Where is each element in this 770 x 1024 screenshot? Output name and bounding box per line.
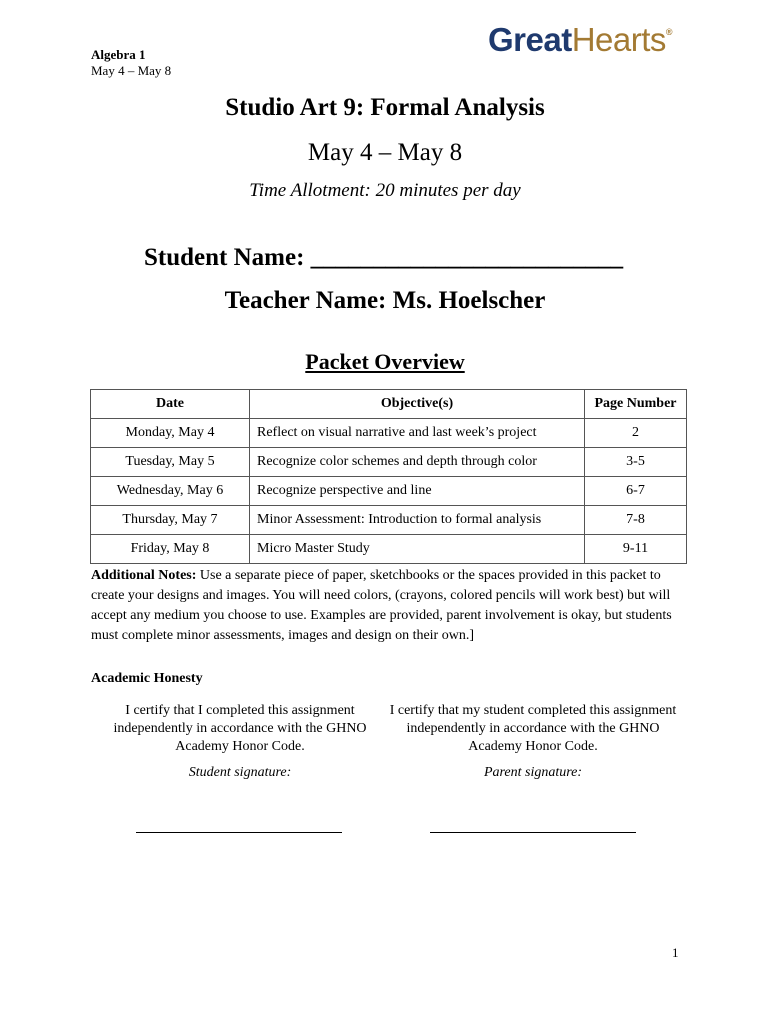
column-header-date: Date [91,390,250,419]
time-allotment: Time Allotment: 20 minutes per day [249,180,521,201]
notes-label: Additional Notes: [91,568,197,583]
academic-honesty-heading: Academic Honesty [91,671,203,686]
header-course-info [91,47,171,79]
row-page-number: 6-7 [585,477,687,506]
student-certification: I certify that I completed this assignment independently in accordance with the GHNO Academy Honor Code. [113,703,367,754]
row-page-number: 9-11 [585,535,687,564]
notes-text: Use a separate piece of paper, sketchbooks or the spaces provided in this packet to create your designs and images. You will need colors, (crayons, colored pencils will work best) but will accept any medium you choose to use. Examples are provided, parent involvement is okay, but students must complete minor assessments, images and design on their own.] [91,568,672,643]
column-header-page-number: Page Number [585,390,687,419]
column-header-objectives: Objective(s) [250,390,585,419]
row-date: Friday, May 8 [91,535,250,564]
teacher-name: Teacher Name: Ms. Hoelscher [224,287,546,314]
logo-hearts-text: Hearts [571,21,666,58]
row-date: Monday, May 4 [91,419,250,448]
additional-notes [91,566,686,646]
row-objective: Recognize perspective and line [250,477,585,506]
row-page-number: 2 [585,419,687,448]
row-objective: Micro Master Study [250,535,585,564]
row-date: Thursday, May 7 [91,506,250,535]
student-signature-label: Student signature: [188,765,292,780]
row-date: Tuesday, May 5 [91,448,250,477]
page-title: Studio Art 9: Formal Analysis [225,94,545,121]
row-date: Wednesday, May 6 [91,477,250,506]
row-objective: Minor Assessment: Introduction to formal analysis [250,506,585,535]
header-dates: May 4 – May 8 [91,63,172,78]
greathearts-logo [488,20,672,60]
logo-great-text: Great [488,21,572,58]
table-row [91,448,687,477]
parent-signature-line [430,832,636,833]
table-row [91,506,687,535]
table-row [91,419,687,448]
student-name-field: Student Name: _________________________ [144,244,624,271]
row-page-number: 3-5 [585,448,687,477]
packet-overview-heading: Packet Overview [305,349,465,374]
row-objective: Reflect on visual narrative and last week’s project [250,419,585,448]
student-signature-line [136,832,342,833]
registered-mark: ® [665,27,673,37]
row-objective: Recognize color schemes and depth through color [250,448,585,477]
table-row [91,477,687,506]
parent-certification: I certify that my student completed this assignment independently in accordance with the GHNO Academy Honor Code. [389,703,677,754]
parent-signature-label: Parent signature: [483,765,583,780]
course-name: Algebra 1 [91,47,146,62]
page-number: 1 [672,945,679,960]
packet-overview-table [90,389,687,564]
table-header-row [91,390,687,419]
row-page-number: 7-8 [585,506,687,535]
table-row [91,535,687,564]
title-dates: May 4 – May 8 [307,139,463,166]
